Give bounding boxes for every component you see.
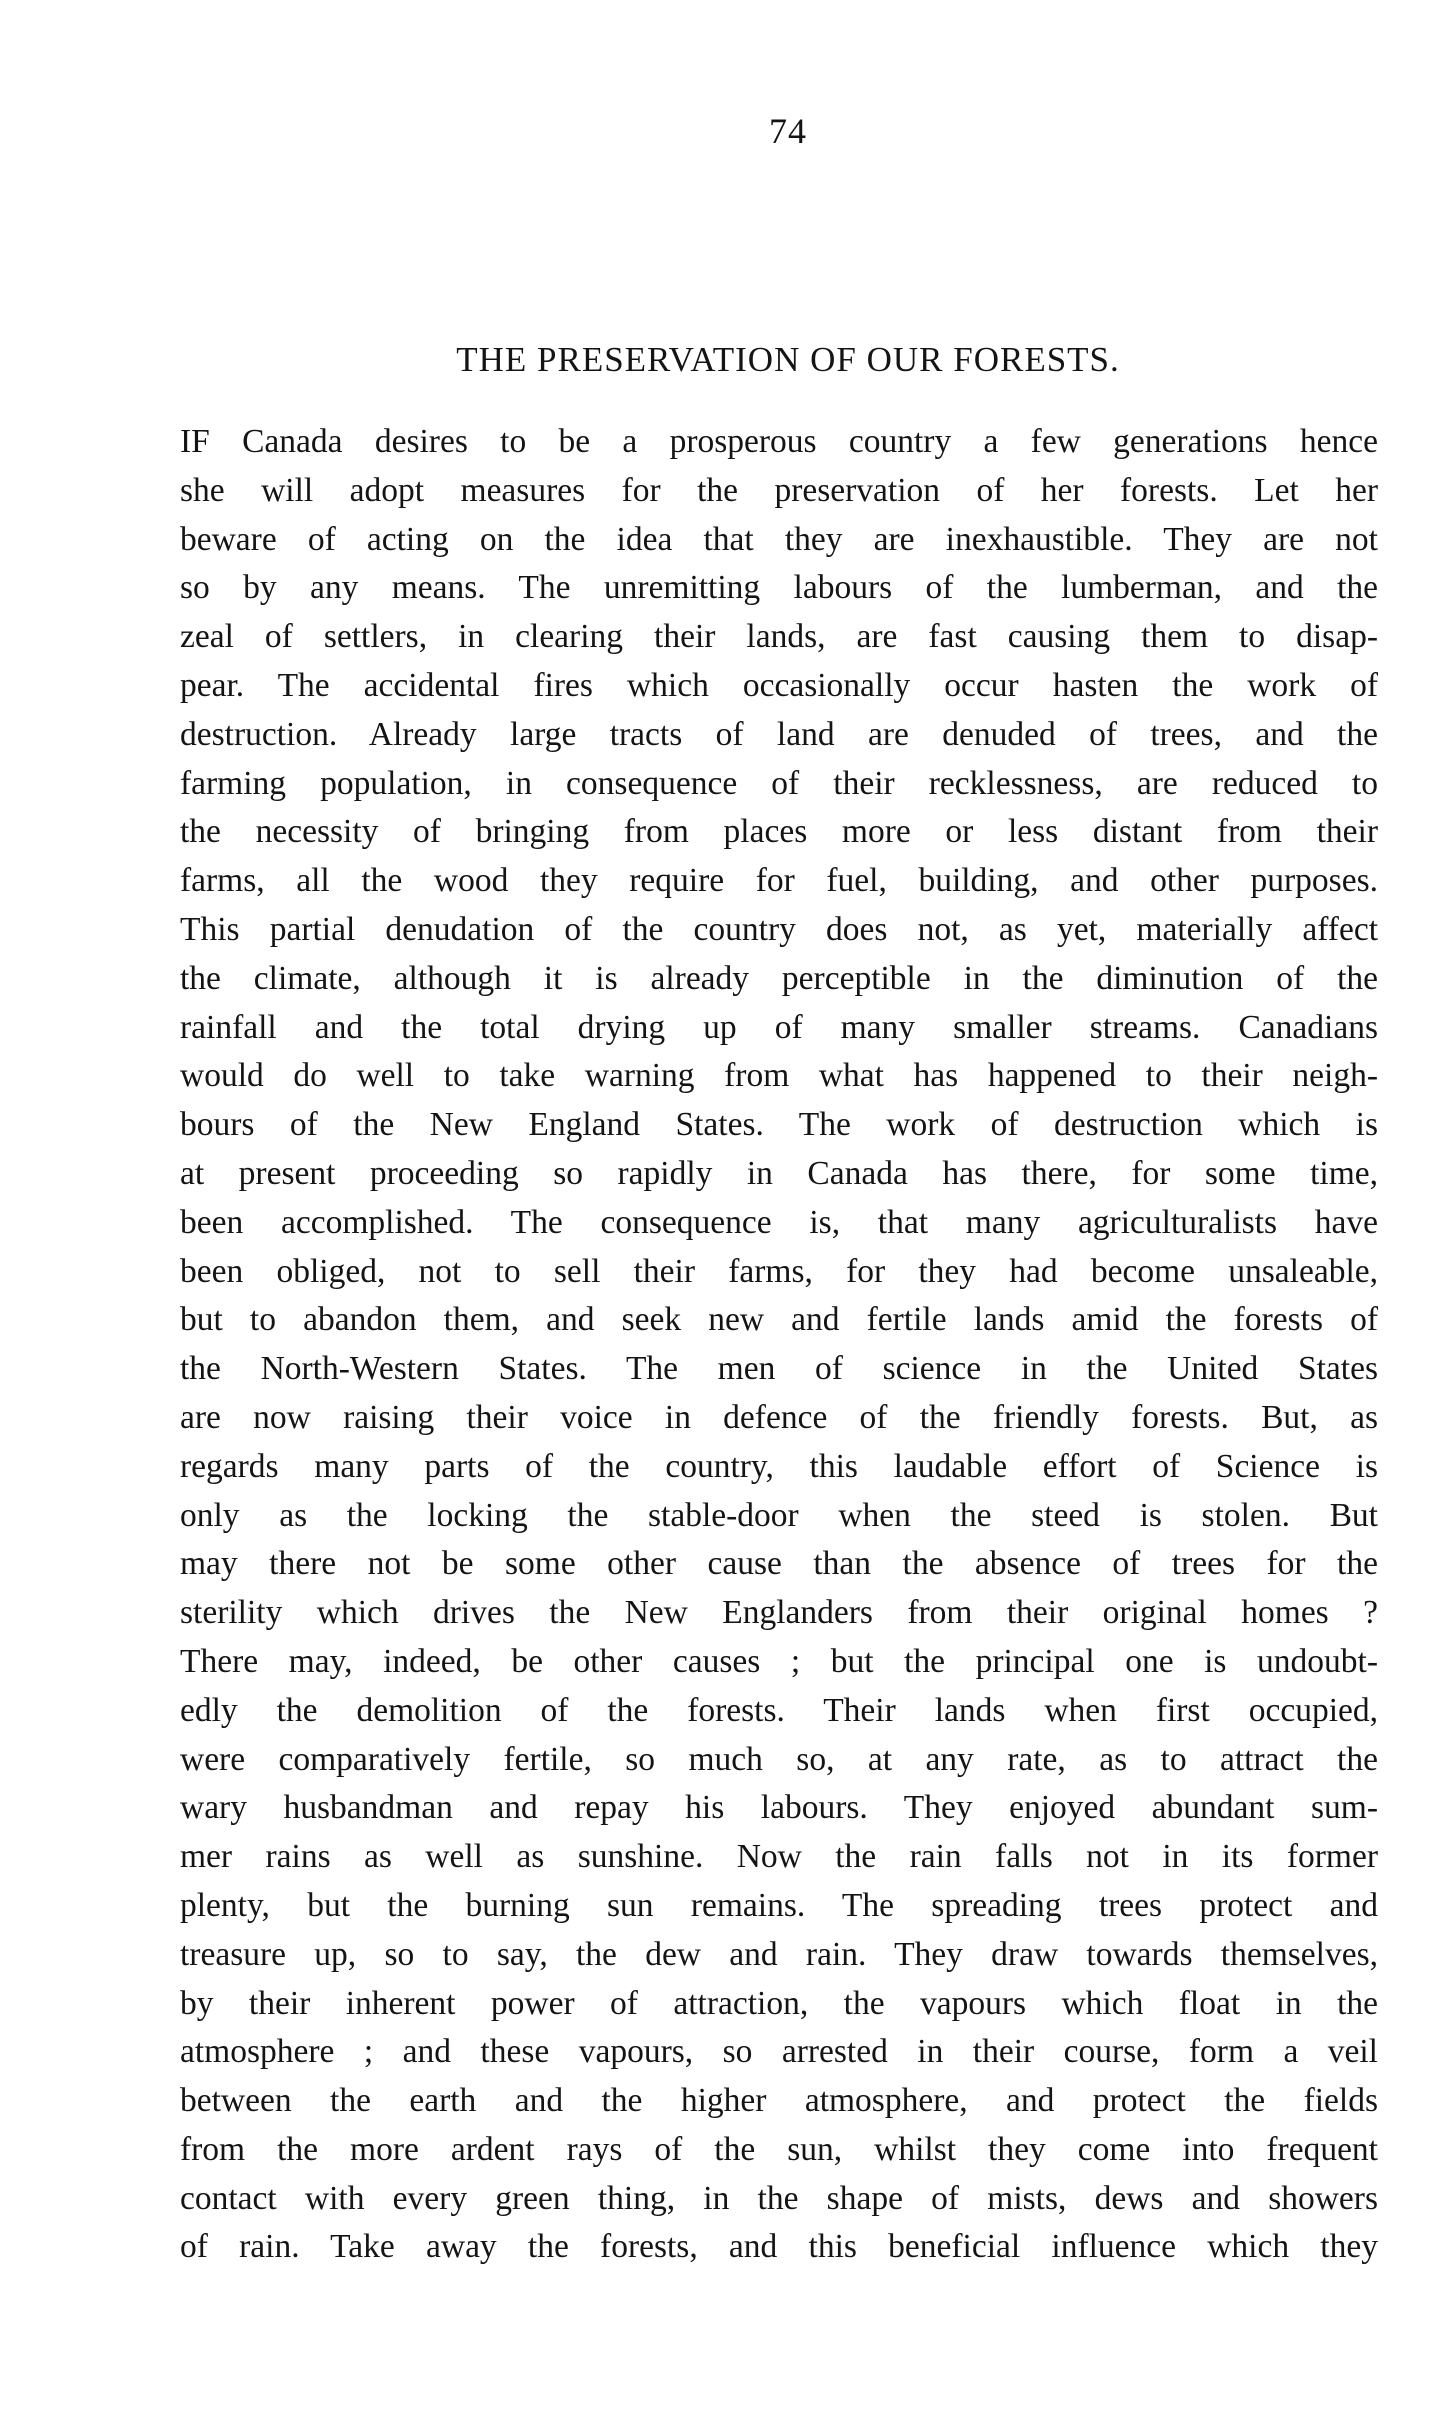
text-line: from the more ardent rays of the sun, whilst they come into frequent <box>180 2130 1378 2168</box>
page-title: THE PRESERVATION OF OUR FORESTS. <box>456 340 1120 379</box>
text-line: bours of the New England States. The work of destruction which is <box>180 1106 1378 1144</box>
text-line: at present proceeding so rapidly in Canada has there, for some time, <box>180 1154 1378 1192</box>
text-line: she will adopt measures for the preservation of her forests. Let her <box>180 471 1378 509</box>
text-line: are now raising their voice in defence of the friendly forests. But, as <box>180 1398 1378 1436</box>
text-line: mer rains as well as sunshine. Now the rain falls not in its former <box>180 1838 1378 1876</box>
text-line: so by any means. The unremitting labours of the lumberman, and the <box>180 569 1378 607</box>
text-line: were comparatively fertile, so much so, at any rate, as to attract the <box>180 1740 1378 1778</box>
text-line: plenty, but the burning sun remains. The spreading trees protect and <box>180 1886 1378 1924</box>
text-line: the North-Western States. The men of science in the United States <box>180 1350 1378 1388</box>
body-text <box>180 418 1378 2272</box>
text-line: There may, indeed, be other causes ; but the principal one is undoubt- <box>180 1642 1378 1680</box>
text-line: treasure up, so to say, the dew and rain. They draw towards themselves, <box>180 1935 1378 1973</box>
text-line: by their inherent power of attraction, the vapours which float in the <box>180 1984 1378 2022</box>
text-line: This partial denudation of the country does not, as yet, materially affect <box>180 910 1378 948</box>
text-line: destruction. Already large tracts of land are denuded of trees, and the <box>180 715 1378 753</box>
text-line: been accomplished. The consequence is, that many agriculturalists have <box>180 1203 1378 1241</box>
text-line: contact with every green thing, in the shape of mists, dews and showers <box>180 2179 1378 2217</box>
text-line: farms, all the wood they require for fuel, building, and other purposes. <box>180 862 1378 900</box>
text-line: beware of acting on the idea that they are inexhaustible. They are not <box>180 520 1378 558</box>
text-line: would do well to take warning from what has happened to their neigh- <box>180 1057 1378 1095</box>
text-line: edly the demolition of the forests. Their lands when first occupied, <box>180 1691 1378 1729</box>
text-line: pear. The accidental fires which occasionally occur hasten the work of <box>180 666 1378 704</box>
text-line: farming population, in consequence of their recklessness, are reduced to <box>180 764 1378 802</box>
text-line: wary husbandman and repay his labours. They enjoyed abundant sum- <box>180 1789 1378 1827</box>
text-line: zeal of settlers, in clearing their lands, are fast causing them to disap- <box>180 618 1378 656</box>
text-line: only as the locking the stable-door when the steed is stolen. But <box>180 1496 1378 1534</box>
page-number: 74 <box>769 111 807 151</box>
text-line: the necessity of bringing from places more or less distant from their <box>180 813 1378 851</box>
text-line: rainfall and the total drying up of many smaller streams. Canadians <box>180 1008 1378 1046</box>
text-line: atmosphere ; and these vapours, so arrested in their course, form a veil <box>180 2033 1378 2071</box>
text-line: but to abandon them, and seek new and fertile lands amid the forests of <box>180 1301 1378 1339</box>
text-line: regards many parts of the country, this laudable effort of Science is <box>180 1447 1378 1485</box>
text-line: sterility which drives the New Englanders from their original homes ? <box>180 1594 1378 1632</box>
text-line: between the earth and the higher atmosphere, and protect the fields <box>180 2082 1378 2120</box>
text-line: may there not be some other cause than the absence of trees for the <box>180 1545 1378 1583</box>
text-line: the climate, although it is already perceptible in the diminution of the <box>180 959 1378 997</box>
text-line: IF Canada desires to be a prosperous country a few generations hence <box>180 423 1378 460</box>
text-line: been obliged, not to sell their farms, for they had become unsaleable, <box>180 1252 1378 1290</box>
text-line: of rain. Take away the forests, and this beneficial influence which they <box>180 2228 1378 2266</box>
